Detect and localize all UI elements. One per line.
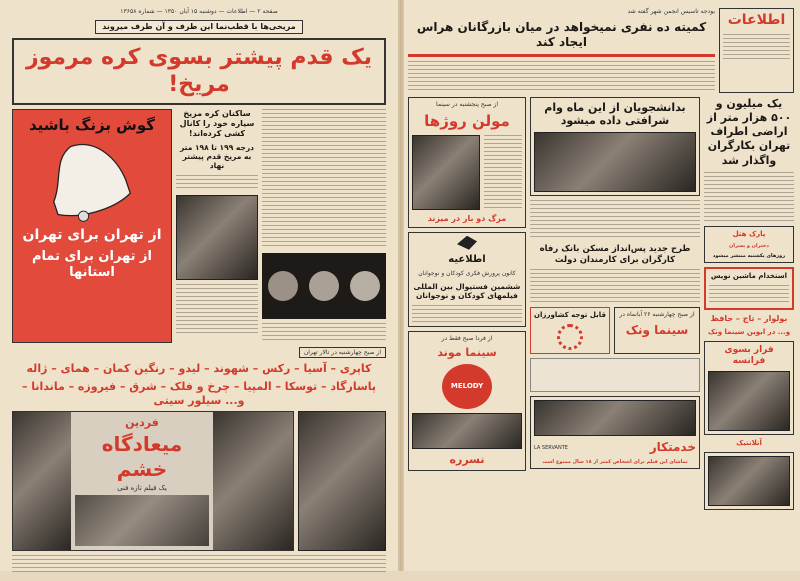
satellite-photo — [176, 195, 258, 280]
bell-icon — [42, 138, 142, 223]
escape-ad — [704, 341, 794, 436]
photo-story-box — [530, 97, 700, 197]
students-photo — [534, 132, 696, 192]
movand-ad — [408, 331, 526, 471]
atlantic: آتلانتیک — [736, 439, 762, 448]
notice-title: اطلاعیه — [448, 253, 486, 265]
notice-event: ششمین فستیوال بین المللی فیلمهای کودکان و نوجوانان — [413, 281, 521, 301]
bank-story: طرح جدید پس‌انداز مسکن بانک رفاه کارگران برای کارمندان دولت — [539, 244, 691, 265]
park-hotel-days: روزهای یکشنبه منتشر میشود — [712, 252, 786, 259]
servant-ad — [530, 396, 700, 469]
photo-headline: بدانشجویان از این ماه وام شرافتی داده میشود — [544, 100, 686, 128]
main-headline: یک قدم پیشتر بسوی کره مرموز مریخ! — [12, 38, 386, 105]
job-ad-title: استخدام ماشین نویس — [710, 272, 788, 281]
film-director: فردین — [125, 416, 159, 430]
film-right-kicker: و... در ابوین سینما ونک — [707, 327, 791, 336]
mars-photos — [262, 253, 386, 319]
apple-graphic — [442, 364, 492, 409]
story-title: ساکنان کره مریخ سیاره خود را کانال کشی کرده‌اند! — [179, 108, 255, 138]
servant-latin: LA SERVANTE — [534, 444, 568, 451]
headline-rule — [408, 54, 715, 57]
masthead-logo: اطلاعات — [727, 12, 786, 28]
cinema-vanak-box — [614, 307, 700, 354]
side-story: یک میلیون و ۵۰۰ هزار متر از اراضی اطراف تهران بکارگران واگذار شد — [706, 96, 792, 167]
film-photo — [298, 411, 386, 551]
park-hotel-line: دختران و پسران — [729, 242, 769, 249]
flower-icon — [557, 324, 583, 350]
job-ad — [704, 267, 794, 310]
melody-title: MELODY — [450, 381, 484, 390]
film-tag: یک فیلم تازه فنی — [117, 484, 167, 492]
cinema-notice: از صبح چهارشنبه در تالار تهران — [299, 347, 386, 359]
film-ad — [12, 411, 294, 551]
kicker: مریخی‌ها با قطب‌نما این طرف و آن طرف میروند — [95, 20, 302, 34]
park-hotel-name: پارک هتل — [732, 229, 766, 238]
movand-name: سینما موند — [437, 346, 497, 359]
moulin-kicker: از صبح پنجشنبه در سینما — [435, 100, 499, 108]
bell-ad — [12, 109, 172, 343]
story-subtitle: درجه ۱۹۹ تا ۱۹۸ متر به مریخ قدم پیشتر نهاد — [179, 142, 255, 171]
moulin-caption: مرگ دو بار در میزند — [427, 213, 507, 223]
right-kicker: بودجه تاسیس انجمن شهر گفته شد — [627, 8, 715, 15]
cinemas-row1: کاپری – آسیا – رکس – شهوند – لیدو – رنگین کمان – همای – ژاله — [26, 362, 372, 375]
servant-top-photo — [530, 358, 700, 392]
center-fold — [398, 0, 404, 571]
folio: صفحه ۲ — اطلاعات — دوشنبه ۱۵ آبان ۱۳۵۰ — شماره ۱۳۶۵۸ — [120, 8, 278, 15]
servant-warning: تماشای این فیلم برای اشخاص کمتر از ۱۸ سال ممنوع است — [542, 459, 688, 465]
servant-title: خدمتکار — [649, 440, 696, 454]
bell-ad-title: گوش بزنگ باشید — [28, 115, 156, 134]
cinemas-row2: پاسارگاد – توسکا – المپیا – چرخ و فلک – شرق – فیروزه – ماندانا – و... سیلور سیتی — [21, 379, 377, 407]
moulin-ad — [408, 97, 526, 228]
escape-title: فرار بسوی فرانسه — [724, 344, 774, 366]
notice-box — [408, 232, 526, 327]
farmers-title: قابل توجه کشاورزان — [534, 311, 606, 320]
atlantic-ad — [704, 452, 794, 510]
movand-kicker: از فردا صبح فقط در — [441, 334, 493, 342]
vanak-kicker: از صبح چهارشنبه ۲۶ آبانماه در — [619, 311, 695, 319]
boulevard: بولوار – تاج – حافظ — [710, 313, 788, 323]
vanak-name: سینما ونک — [625, 322, 689, 337]
nasreh-title: نسرره — [449, 452, 485, 466]
kanoon-bird-icon — [457, 236, 477, 250]
bell-ad-line2: از تهران برای تمام استانها — [32, 248, 152, 280]
masthead-box — [719, 8, 794, 93]
notice-org: کانون پرورش فکری کودکان و نوجوانان — [418, 270, 516, 278]
film-title: میعادگاه خشم — [101, 432, 183, 481]
moulin-title: مولن روژها — [424, 112, 510, 130]
park-hotel-ad — [704, 226, 794, 263]
right-headline: کمیته ده نفری نمیخواهد در میان بازرگانان هراس ایجاد کند — [416, 19, 707, 49]
bell-ad-line1: از تهران برای تهران — [22, 227, 162, 244]
farmers-ad — [530, 307, 610, 354]
